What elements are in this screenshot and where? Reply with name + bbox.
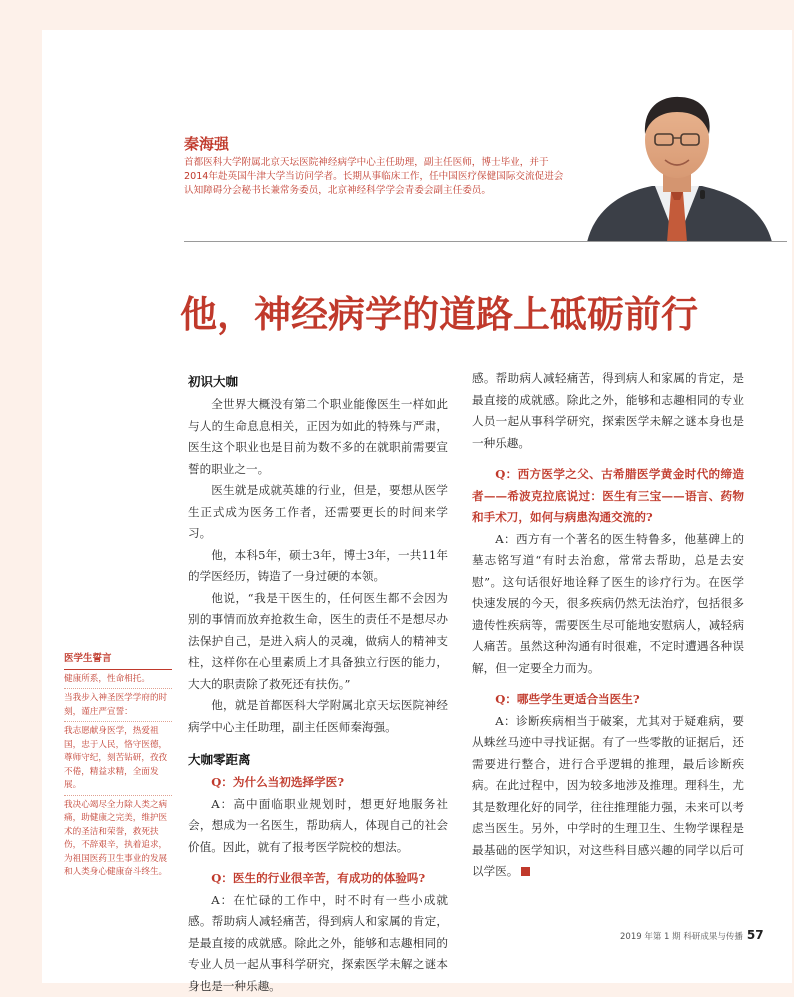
- paragraph: 全世界大概没有第二个职业能像医生一样如此与人的生命息息相关，正因为如此的特殊与严肃，医生这个职业也是目前为数不多的在就职前需要宣誓的职业之一。: [188, 397, 448, 476]
- sidebar-line: 我志愿献身医学，热爱祖国，忠于人民，恪守医德，尊师守纪，刻苦钻研，孜孜不倦，精益求精，全面发展。: [64, 725, 172, 796]
- section-title-interview: 大咖零距离: [188, 752, 251, 767]
- answer-text: A：诊断疾病相当于破案，尤其对于疑难病，要从蛛丝马迹中寻找证据。有了一些零散的证据后，还需要进行整合，进行合乎逻辑的推理，最后诊断疾病。在此过程中，因为较多地涉及推理。理科生，尤其是数理化好的同学，往往推理能力强，未来可以考虑当医生。另外，中学时的生理卫生、生物学课程是最基础的医学知识，对这些科目感兴趣的同学以后可以学医。: [472, 713, 744, 878]
- column-left: [188, 370, 448, 993]
- column-right: [472, 368, 744, 883]
- footer-issue: 2019 年第 1 期 科研成果与传播: [620, 932, 743, 942]
- question: Q：哪些学生更适合当医生?: [495, 692, 640, 706]
- question: Q：为什么当初选择学医?: [211, 775, 345, 789]
- header-divider: [184, 241, 787, 242]
- sidebar-title: 医学生誓言: [64, 652, 172, 670]
- answer: A：西方有一个著名的医生特鲁多，他墓碑上的墓志铭写道“有时去治愈，常常去帮助，总是去安慰”。这句话很好地诠释了医生的诊疗行为。在医学快速发展的今天，很多疾病仍然无法治疗，包括很多遗传性疾病等，需要医生尽可能地安慰病人，减轻病人痛苦。虽然这种沟通有时很难，不定时遭遇各种误解，但一定要全力而为。: [472, 531, 744, 675]
- sidebar-line: 健康所系，性命相托。: [64, 673, 172, 690]
- page-footer: [620, 928, 764, 942]
- paragraph: 他说，“我是干医生的，任何医生都不会因为别的事情而放弃抢救生命，医生的责任不是想尽办法保护自己，是进入病人的灵魂，做病人的精神支柱，这样你在心里素质上才具备独立行医的能力，大大的职责除了救死还有扶伤。”: [188, 590, 448, 691]
- paragraph: 他，就是首都医科大学附属北京天坛医院神经病学中心主任助理，副主任医师秦海强。: [188, 698, 448, 734]
- answer: A：高中面临职业规划时，想更好地服务社会，想成为一名医生，帮助病人，体现自己的社会价值。因此，就有了报考医学院校的想法。: [188, 796, 448, 854]
- section-title-intro: 初识大咖: [188, 374, 239, 389]
- sidebar-line: 当我步入神圣医学学府的时刻，谨庄严宣誓：: [64, 692, 172, 722]
- magazine-page: [42, 30, 792, 993]
- profile-bio: 首都医科大学附属北京天坛医院神经病学中心主任助理，副主任医师，博士毕业，并于2014年赴英国牛津大学当访问学者。长期从事临床工作，任中国医疗保健国际交流促进会认知障碍分会秘书长兼常务委员，北京神经科学学会青委会副主任委员。: [184, 157, 564, 196]
- end-mark-icon: [521, 867, 530, 876]
- answer: [472, 711, 744, 883]
- answer-continued: [472, 368, 744, 454]
- answer: A：在忙碌的工作中，时不时有一些小成就感。帮助病人减轻痛苦，得到病人和家属的肯定，是最直接的成就感。除此之外，能够和志趣相同的专业人员一起从事科学研究，探索医学未解之谜本身也是一种乐趣。: [188, 892, 448, 993]
- profile-header: [42, 30, 792, 242]
- sidebar-oath: [64, 652, 172, 885]
- question: Q：医生的行业很辛苦，有成功的体验吗?: [211, 871, 426, 885]
- page-number: 57: [746, 928, 764, 942]
- answer-continued-text: 感。帮助病人减轻痛苦，得到病人和家属的肯定，是最直接的成就感。除此之外，能够和志趣相同的专业人员一起从事科学研究，探索医学未解之谜本身也是一种乐趣。: [472, 371, 744, 450]
- paragraph: 医生就是成就英雄的行业，但是，要想从医学生正式成为医务工作者，还需要更长的时间来学习。: [188, 483, 448, 540]
- question: Q：西方医学之父、古希腊医学黄金时代的缔造者——希波克拉底说过：医生有三宝——语言、药物和手术刀，如何与病患沟通交流的?: [472, 467, 744, 524]
- profile-name: 秦海强: [184, 135, 230, 153]
- portrait-photo: [577, 82, 777, 242]
- article-headline: 他，神经病学的道路上砥砺前行: [180, 293, 698, 336]
- sidebar-line: 我决心竭尽全力除人类之病痛，助健康之完美，维护医术的圣洁和荣誉，救死扶伤，不辞艰辛，执着追求，为祖国医药卫生事业的发展和人类身心健康奋斗终生。: [64, 799, 168, 877]
- paragraph: 他，本科5年，硕士3年，博士3年，一共11年的学医经历，铸造了一身过硬的本领。: [188, 547, 448, 583]
